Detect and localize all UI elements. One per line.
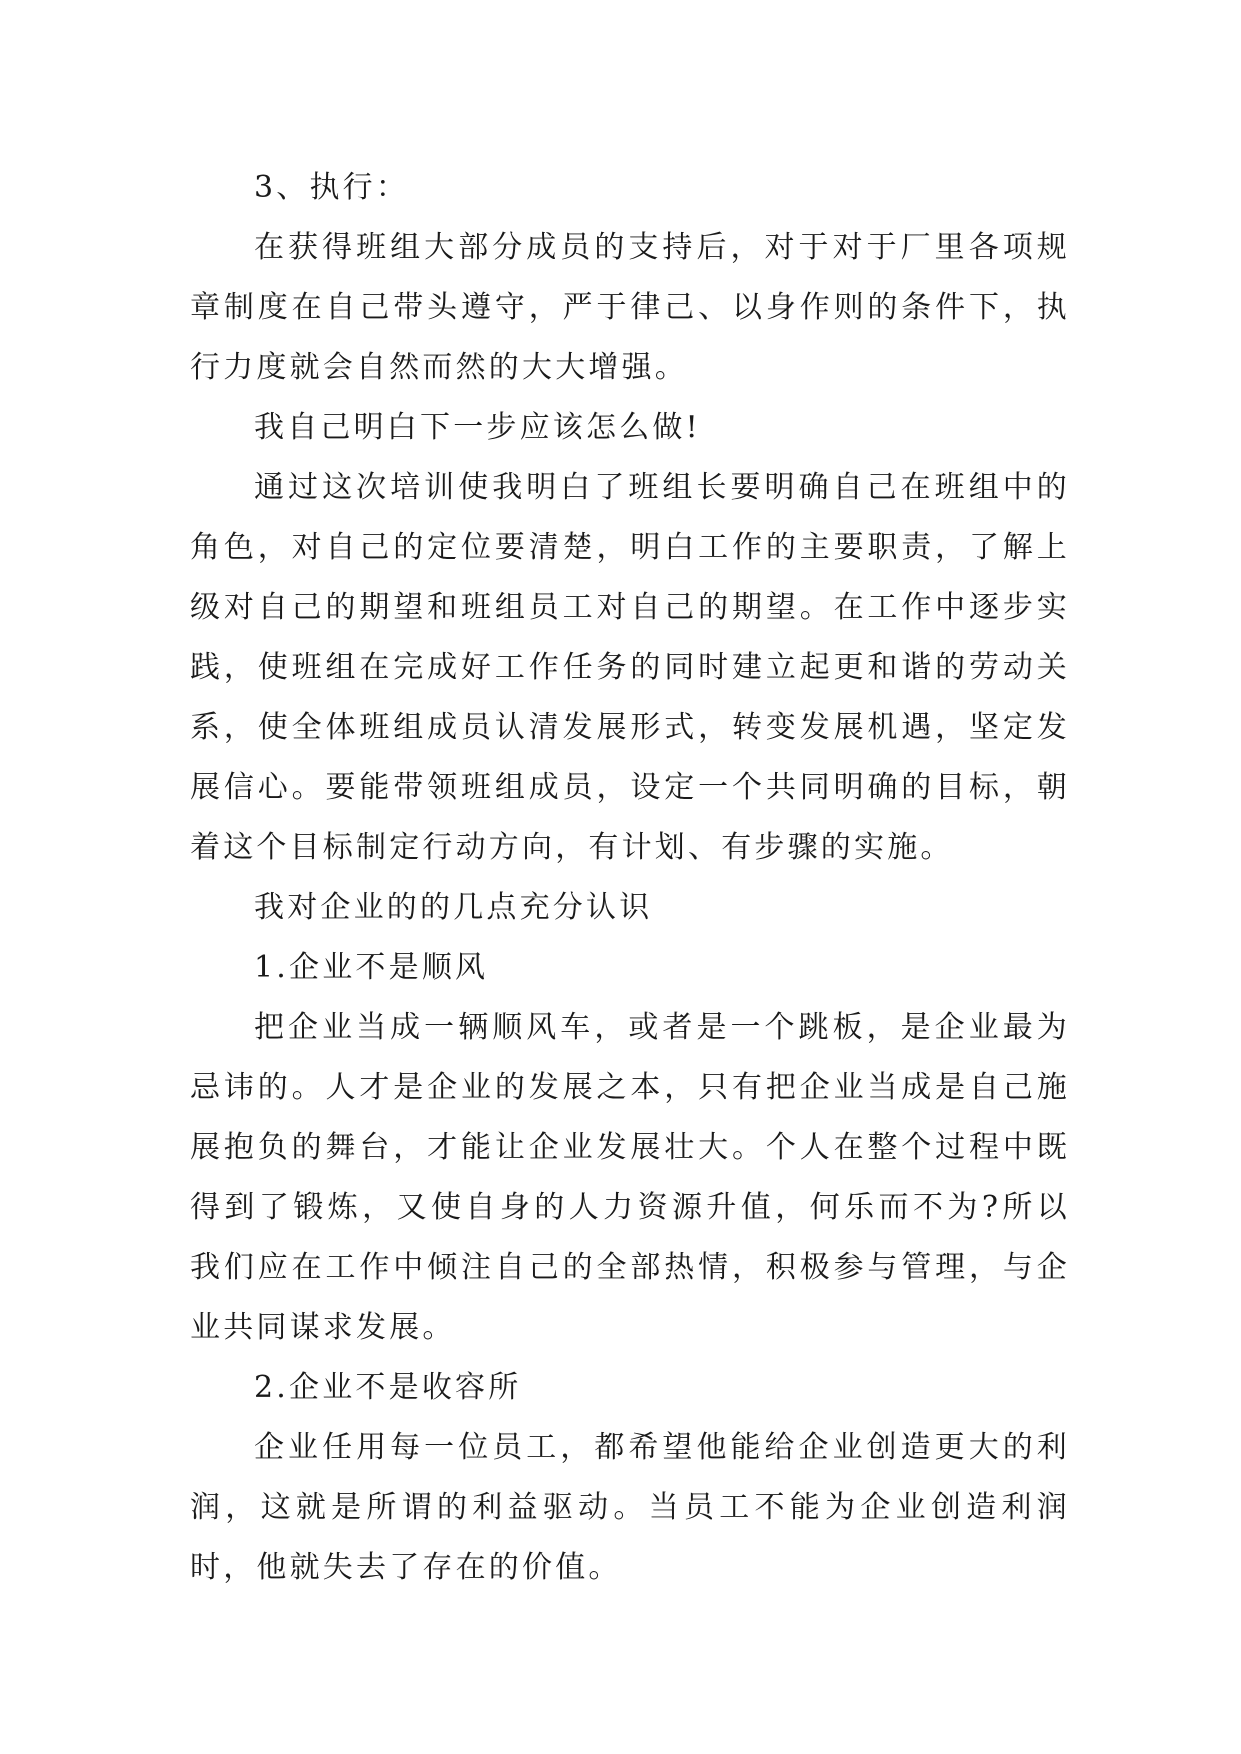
section-heading-enterprise: 我对企业的的几点充分认识 — [254, 890, 653, 925]
document-body — [190, 158, 1070, 1598]
paragraph-execution: 在获得班组大部分成员的支持后，对于对于厂里各项规章制度在自己带头遵守，严于律己、以身作则的条件下，执行力度就会自然而然的大大增强。 — [190, 230, 1070, 385]
paragraph-not-shelter: 企业任用每一位员工，都希望他能给企业创造更大的利润，这就是所谓的利益驱动。当员工不能为企业创造利润时，他就失去了存在的价值。 — [190, 1430, 1070, 1585]
subheading-not-shelter: 2.企业不是收容所 — [254, 1370, 522, 1405]
section-heading-next-step: 我自己明白下一步应该怎么做! — [254, 410, 701, 445]
paragraph-not-ride: 把企业当成一辆顺风车，或者是一个跳板，是企业最为忌讳的。人才是企业的发展之本，只有把企业当成是自己施展抱负的舞台，才能让企业发展壮大。个人在整个过程中既得到了锻炼，又使自身的人力资源升值，何乐而不为?所以我们应在工作中倾注自己的全部热情，积极参与管理，与企业共同谋求发展。 — [190, 1010, 1070, 1345]
subheading-not-ride: 1.企业不是顺风 — [254, 950, 489, 985]
section-heading-execute: 3、执行： — [254, 170, 410, 205]
paragraph-training: 通过这次培训使我明白了班组长要明确自己在班组中的角色，对自己的定位要清楚，明白工作的主要职责，了解上级对自己的期望和班组员工对自己的期望。在工作中逐步实践，使班组在完成好工作任务的同时建立起更和谐的劳动关系，使全体班组成员认清发展形式，转变发展机遇，坚定发展信心。要能带领班组成员，设定一个共同明确的目标，朝着这个目标制定行动方向，有计划、有步骤的实施。 — [190, 470, 1070, 865]
